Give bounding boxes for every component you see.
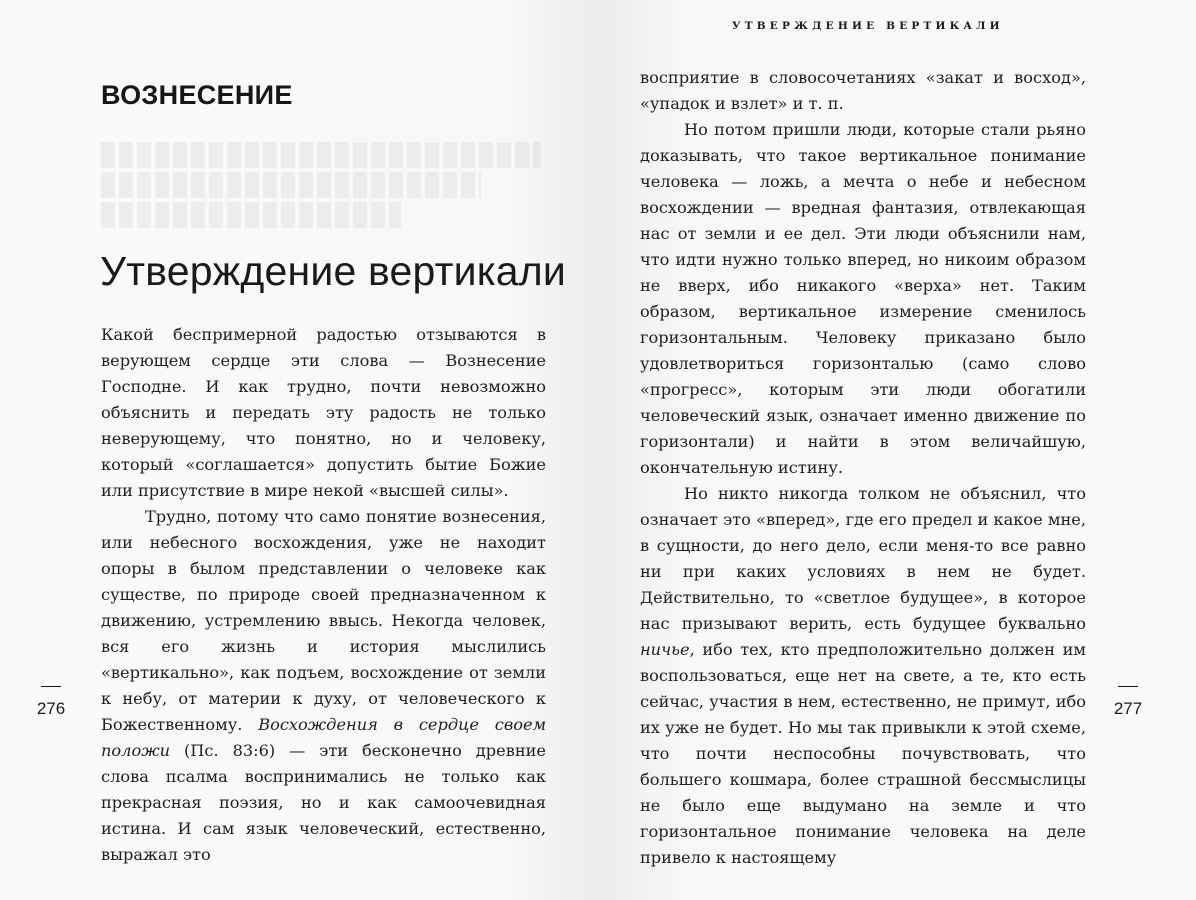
folio-dash (1118, 686, 1138, 687)
right-body-text (640, 65, 1086, 871)
paragraph (640, 481, 1086, 871)
text-run: (Пс. 83:6) — эти бесконечно древние слова псалма воспринимались не только как прекрасная поэзия, но и как самоочевидная истина. И сам язык человеческий, естественно, выражал это (101, 741, 546, 864)
paragraph: восприятие в словосочетаниях «закат и восход», «упадок и взлет» и т. п. (640, 68, 1086, 113)
text-run: Трудно, потому что само понятие вознесения, или небесного восхождения, уже не находит опоры в былом представлении о человеке как существе, по природе своей предназначенном к движению, устремлению ввысь. Некогда человек, вся его жизнь и история мыслились «вертикально», как подъем, восхождение от земли к небу, от материи к духу, от человеческого к Божественному. (101, 507, 546, 734)
italic-quote: Восхождения в сердце своем положи (101, 715, 546, 760)
running-head: УТВЕРЖДЕНИЕ ВЕРТИКАЛИ (732, 20, 1004, 32)
page-number-text: 277 (1113, 699, 1143, 718)
paragraph: Но потом пришли люди, которые стали рьяно доказывать, что такое вертикальное понимание человека — ложь, а мечта о небе и небесном восхождении — вредная фантазия, отвлекающая нас от земли и ее дел. Эти люди объяснили нам, что идти нужно только вперед, но никоим образом не вверх, ибо никакого «верха» нет. Таким образом, вертикальное измерение сменилось горизонтальным. Человеку приказано было удовлетвориться горизонталью (само слово «прогресс», которым эти люди обогатили человеческий язык, означает именно движение по горизонтали) и найти в этом величайшую, окончательную истину. (640, 120, 1086, 477)
chapter-title: ВОЗНЕСЕНИЕ (101, 80, 293, 110)
page-number (1110, 686, 1146, 719)
text-run: Но никто никогда толком не объяснил, что означает это «вперед», где его предел и какое мне, в сущности, до него дело, если меня-то все равно ни при каких условиях в нем не будет. Действительно, то «светлое будущее», в которое нас призывают верить, есть будущее буквально (640, 484, 1086, 633)
text-run: , ибо тех, кто предположительно должен им воспользоваться, еще нет на свете, а те, кто есть сейчас, участия в нем, естественно, не примут, ибо их уже не будет. Но мы так привыкли к этой схеме, что почти неспособны почувствовать, что большего кошмара, более страшной бессмыслицы не было еще выдумано на земле и что горизонтальное понимание человека на деле привело к настоящему (640, 640, 1086, 867)
page-number (33, 686, 69, 719)
italic-word: ничье (640, 640, 690, 659)
folio-dash (41, 686, 61, 687)
section-title: Утверждение вертикали (100, 248, 567, 294)
page-number-text: 276 (36, 699, 66, 718)
show-through-text (101, 142, 541, 168)
show-through-text (101, 172, 481, 198)
paragraph: Какой беспримерной радостью отзываются в верующем сердце эти слова — Вознесение Господне. И как трудно, почти невозможно объяснить и передать эту радость не только неверующему, что понятно, но и человеку, который «соглашается» допустить бытие Божие или присутствие в мире некой «высшей силы». (101, 325, 546, 500)
left-body-text (101, 322, 546, 868)
paragraph (101, 504, 546, 868)
show-through-text (101, 202, 401, 228)
right-page (598, 0, 1196, 900)
